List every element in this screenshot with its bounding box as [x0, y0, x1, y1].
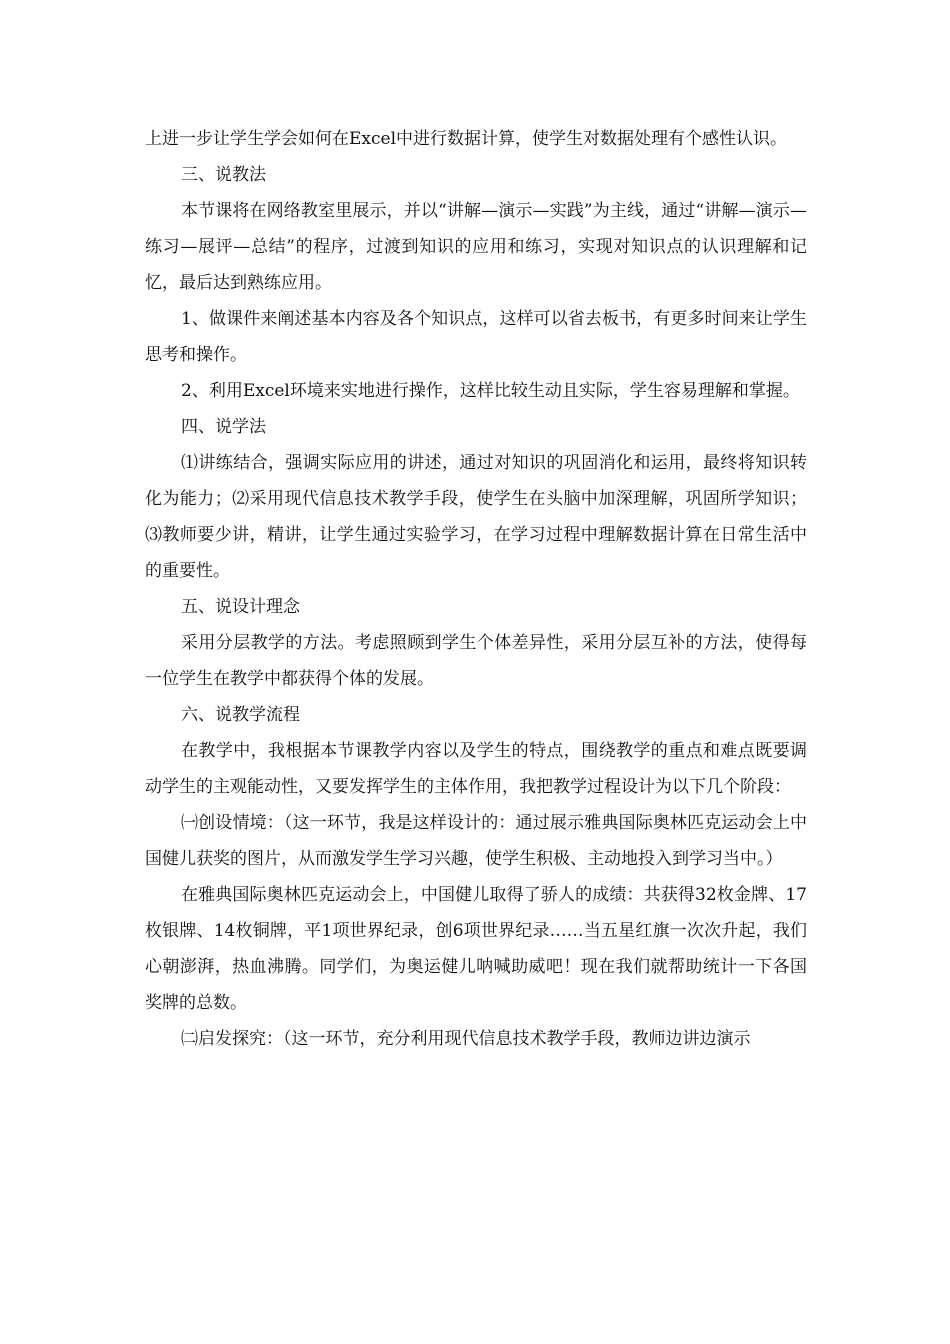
section-heading-teaching-method: 三、说教法: [181, 165, 266, 185]
section-heading-learning-method: 四、说学法: [181, 417, 266, 437]
section-heading-design-concept: 五、说设计理念: [181, 597, 300, 617]
paragraph-teaching-method-2: 2、利用Excel环境来实地进行操作，这样比较生动且实际，学生容易理解和掌握。: [181, 381, 800, 401]
paragraph-learning-method: ⑴讲练结合，强调实际应用的讲述，通过对知识的巩固消化和运用，最终将知识转化为能力；⑵采用现代信息技术教学手段，使学生在头脑中加深理解，巩固所学知识；⑶教师要少讲，精讲，让学生通过实验学习，在学习过程中理解数据计算在日常生活中的重要性。: [145, 453, 807, 581]
section-heading-teaching-process: 六、说教学流程: [181, 705, 300, 725]
paragraph-design-concept: 采用分层教学的方法。考虑照顾到学生个体差异性，采用分层互补的方法，使得每一位学生在教学中都获得个体的发展。: [145, 633, 807, 689]
paragraph-teaching-process-intro: 在教学中，我根据本节课教学内容以及学生的特点，围绕教学的重点和难点既要调动学生的主观能动性，又要发挥学生的主体作用，我把教学过程设计为以下几个阶段：: [145, 741, 807, 797]
paragraph-create-situation: ㈠创设情境：（这一环节，我是这样设计的：通过展示雅典国际奥林匹克运动会上中国健儿获奖的图片，从而激发学生学习兴趣，使学生积极、主动地投入到学习当中。）: [145, 813, 807, 869]
paragraph-teaching-method-1: 1、做课件来阐述基本内容及各个知识点，这样可以省去板书，有更多时间来让学生思考和操作。: [145, 309, 807, 365]
paragraph-teaching-method-intro: 本节课将在网络教室里展示，并以“讲解—演示—实践”为主线，通过“讲解—演示—练习—展评—总结”的程序，过渡到知识的应用和练习，实现对知识点的认识理解和记忆，最后达到熟练应用。: [145, 201, 807, 293]
document-page: [145, 121, 807, 1057]
paragraph-continuation: 上进一步让学生学会如何在Excel中进行数据计算，使学生对数据处理有个感性认识。: [145, 129, 788, 149]
paragraph-olympics-story: 在雅典国际奥林匹克运动会上，中国健儿取得了骄人的成绩：共获得32枚金牌、17枚银牌、14枚铜牌，平1项世界纪录，创6项世界纪录……当五星红旗一次次升起，我们心朝澎湃，热血沸腾。同学们，为奥运健儿呐喊助威吧！现在我们就帮助统计一下各国奖牌的总数。: [145, 885, 807, 1013]
paragraph-inspire-explore: ㈡启发探究：（这一环节，充分利用现代信息技术教学手段，教师边讲边演示: [181, 1029, 751, 1049]
